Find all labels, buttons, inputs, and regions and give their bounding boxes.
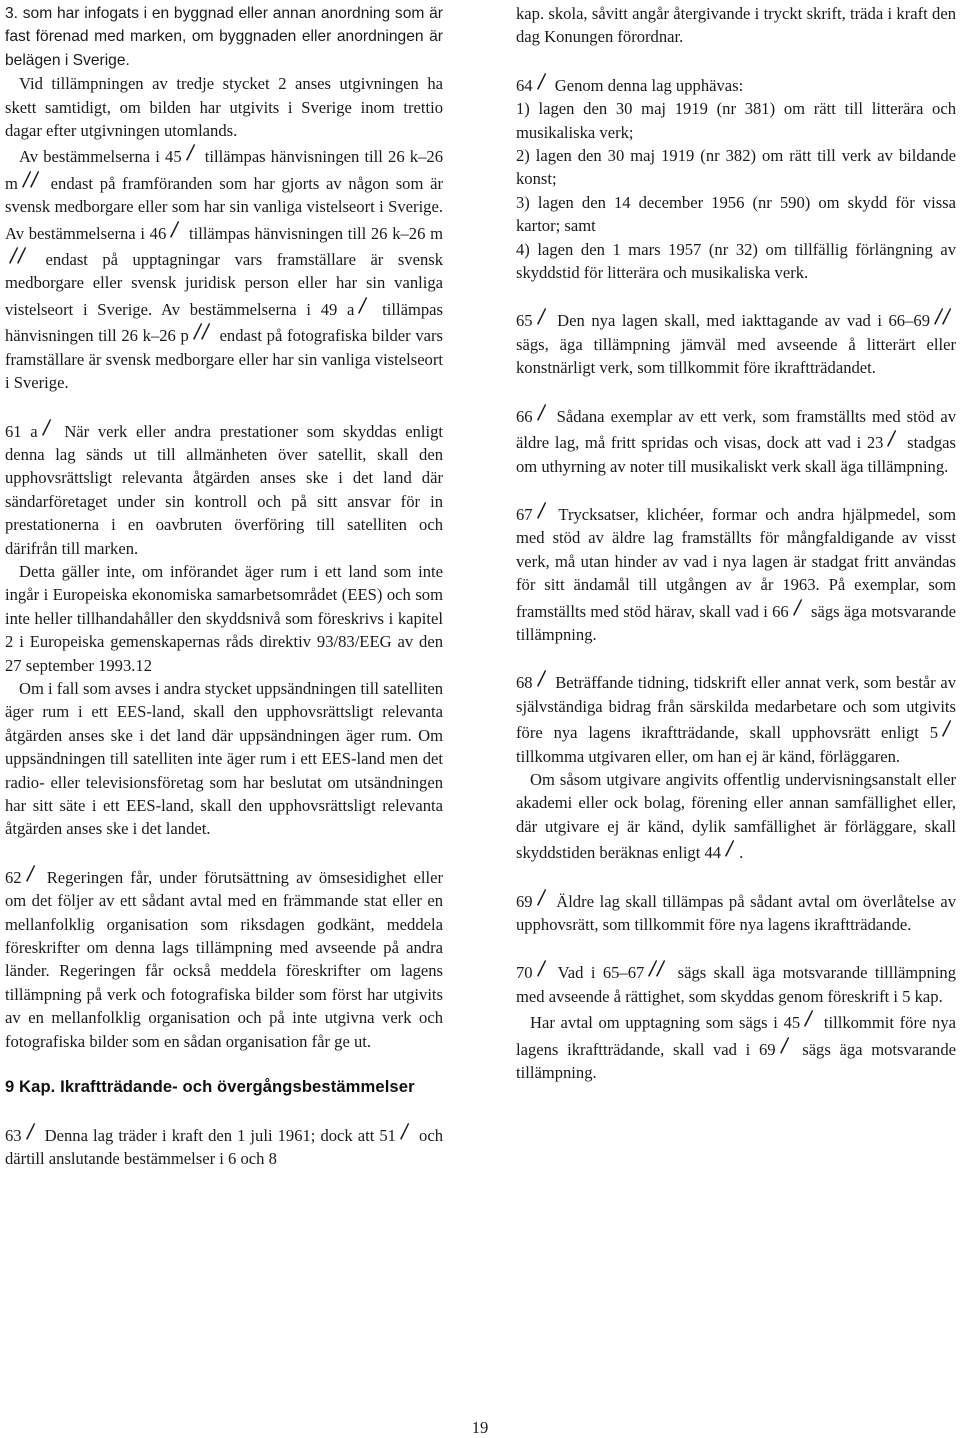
- section-sign-icon: [723, 838, 737, 858]
- section-sign-double-icon: [646, 958, 668, 978]
- paragraph-63: 63 Denna lag träder i kraft den 1 juli 1961; dock att 51 och därtill anslutande bestämmelser i 6 och 8: [5, 1121, 443, 1171]
- section-sign-icon: [885, 428, 899, 448]
- section-sign-icon: [24, 1121, 38, 1141]
- paragraph: Detta gäller inte, om införandet äger rum i ett land som inte ingår i Europeiska ekonomiska samarbetsområdet (EES) och som inte heller tillhandahåller den skyddsnivå som föreskrivs i kapitel 2 i Europeiska gemenskapernas råds direktiv 93/83/EEG av den 27 september 1993.12: [5, 561, 443, 675]
- section-sign-icon: [802, 1008, 816, 1028]
- left-column: [5, 2, 443, 1171]
- paragraph-65: 65 Den nya lagen skall, med iakttagande av vad i 66–69 sägs, äga tillämpning jämväl med avseende å litterärt eller konstnärligt verk, som tillkommit före ikraftträdandet.: [516, 306, 956, 379]
- section-sign-icon: [535, 402, 549, 422]
- paragraph-69: 69 Äldre lag skall tillämpas på sådant avtal om överlåtelse av upphovsrätt, som tillkommit före nya lagens ikraftträdande.: [516, 887, 956, 937]
- list-item: 4) lagen den 1 mars 1957 (nr 32) om tillfällig förlängning av skyddstid för litterära och musikaliska verk.: [516, 239, 956, 283]
- paragraph: Av bestämmelserna i 45 tillämpas hänvisningen till 26 k–26 m endast på framföranden som har gjorts av någon som är svensk medborgare eller som har sin vanliga vistelseort i Sverige. Av bestämmelserna i 46 tillämpas hänvisningen till 26 k–26 m endast på upptagningar vars framställare är svensk medborgare eller svensk juridisk person eller har sin vanliga vistelseort i Sverige. Av bestämmelserna i 49 a tillämpas hänvisningen till 26 k–26 p endast på fotografiska bilder vars framställare är svensk medborgare eller har sin vanliga vistelseort i Sverige.: [5, 142, 443, 394]
- paragraph-66: 66 Sådana exemplar av ett verk, som framställts med stöd av äldre lag, må fritt spridas och visas, dock att vad i 23 stadgas om uthyrning av noter till musikaliskt verk skall äga tillämpning.: [516, 402, 956, 478]
- paragraph: Vid tillämpningen av tredje stycket 2 anses utgivningen ha skett samtidigt, om bilden har utgivits i Sverige inom trettio dagar efter utgivningen utomlands.: [5, 74, 443, 141]
- section-sign-icon: [24, 863, 38, 883]
- paragraph: Om såsom utgivare angivits offentlig undervisningsanstalt eller akademi eller ock bolag, förening eller annan samfällighet eller, där utgivare ej är känd, dylik samfällighet är förläggare, skall skyddstiden beräknas enligt 44 .: [516, 769, 956, 863]
- list-item: 1) lagen den 30 maj 1919 (nr 381) om rätt till litterära och musikaliska verk;: [516, 99, 956, 142]
- paragraph: kap. skola, såvitt angår återgivande i tryckt skrift, träda i kraft den dag Konungen förordnar.: [516, 4, 956, 47]
- section-sign-icon: [940, 718, 954, 738]
- paragraph-64: 64 Genom denna lag upphävas:: [516, 71, 956, 97]
- page-number: 19: [471, 1418, 489, 1437]
- list-item-3: 3. som har infogats i en byggnad eller annan anordning som är fast förenad med marken, om byggnaden eller anordningen är belägen i Sverige.: [5, 5, 443, 69]
- section-sign-icon: [778, 1035, 792, 1055]
- paragraph: Om i fall som avses i andra stycket uppsändningen till satelliten äger rum i ett EES-land, skall den upphovsrättsligt relevanta åtgärden anses ske i det land där uppsändningen äger rum. Om uppsändningen till satelliten inte äger rum i ett EES-land men det radio- eller televisionsföretag som har beslutat om utsändningen har sitt säte i ett EES-land, skall den upphovsrättsligt relevanta åtgärden anses ske i det landet.: [5, 678, 443, 839]
- section-sign-icon: [535, 668, 549, 688]
- section-sign-icon: [40, 417, 54, 437]
- section-sign-icon: [535, 306, 549, 326]
- section-sign-icon: [535, 71, 549, 91]
- paragraph: Har avtal om upptagning som sägs i 45 tillkommit före nya lagens ikraftträdande, skall vad i 69 sägs äga motsvarande tillämpning.: [516, 1008, 956, 1084]
- section-sign-double-icon: [191, 321, 213, 341]
- section-sign-icon: [398, 1121, 412, 1141]
- paragraph-68: 68 Beträffande tidning, tidskrift eller annat verk, som består av självständiga bidrag från särskilda medarbetare och som utgivits före nya lagens ikraftträdande, skall upphovsrätt enligt 5 tillkomma utgivaren eller, om han ej är känd, förläggaren.: [516, 668, 956, 768]
- section-sign-double-icon: [7, 245, 29, 265]
- right-column: [516, 2, 956, 1084]
- paragraph-62: 62 Regeringen får, under förutsättning av ömsesidighet eller om det följer av ett sådant avtal med en främmande stat eller en mellanfolklig organisation som riksdagen godkänt, meddela föreskrifter om denna lags tillämpning med avseende på andra länder. Regeringen får också meddela föreskrifter om lagens tillämpning på verk och fotografiska bilder som först har utgivits av en mellanfolklig organisation och på inte utgivna verk och fotografiska bilder som en sådan organisation får ge ut.: [5, 863, 443, 1053]
- section-sign-icon: [184, 142, 198, 162]
- section-sign-icon: [535, 958, 549, 978]
- section-sign-icon: [535, 500, 549, 520]
- section-sign-double-icon: [20, 169, 42, 189]
- list-item: 2) lagen den 30 maj 1919 (nr 382) om rätt till verk av bildande konst;: [516, 146, 956, 189]
- section-sign-double-icon: [932, 306, 954, 326]
- paragraph-70: 70 Vad i 65–67 sägs skall äga motsvarande tilllämpning med avseende å rättighet, som skyddas genom föreskrift i 5 kap.: [516, 958, 956, 1008]
- section-sign-icon: [168, 219, 182, 239]
- section-sign-icon: [535, 887, 549, 907]
- paragraph-67: 67 Trycksatser, klichéer, formar och andra hjälpmedel, som med stöd av äldre lag framställts för mångfaldigande av visst verk, må utan hinder av vad i nya lagen är stadgat fritt användas för sitt ändamål till utgången av år 1963. På exemplar, som framställts med stöd härav, skall vad i 66 sägs äga motsvarande tillämpning.: [516, 500, 956, 646]
- chapter-heading: 9 Kap. Ikraftträdande- och övergångsbestämmelser: [5, 1077, 415, 1097]
- paragraph-61a: 61 a När verk eller andra prestationer som skyddas enligt denna lag sänds ut till allmänheten över satellit, skall den upphovsrättsligt relevanta åtgärden anses ske i det land där sändarföretaget under sin kontroll och på sitt ansvar för in prestationerna i en oavbruten överföring till satelliten och därifrån till marken.: [5, 417, 443, 560]
- section-sign-icon: [356, 295, 370, 315]
- list-item: 3) lagen den 14 december 1956 (nr 590) om skydd för vissa kartor; samt: [516, 192, 956, 236]
- section-sign-icon: [791, 597, 805, 617]
